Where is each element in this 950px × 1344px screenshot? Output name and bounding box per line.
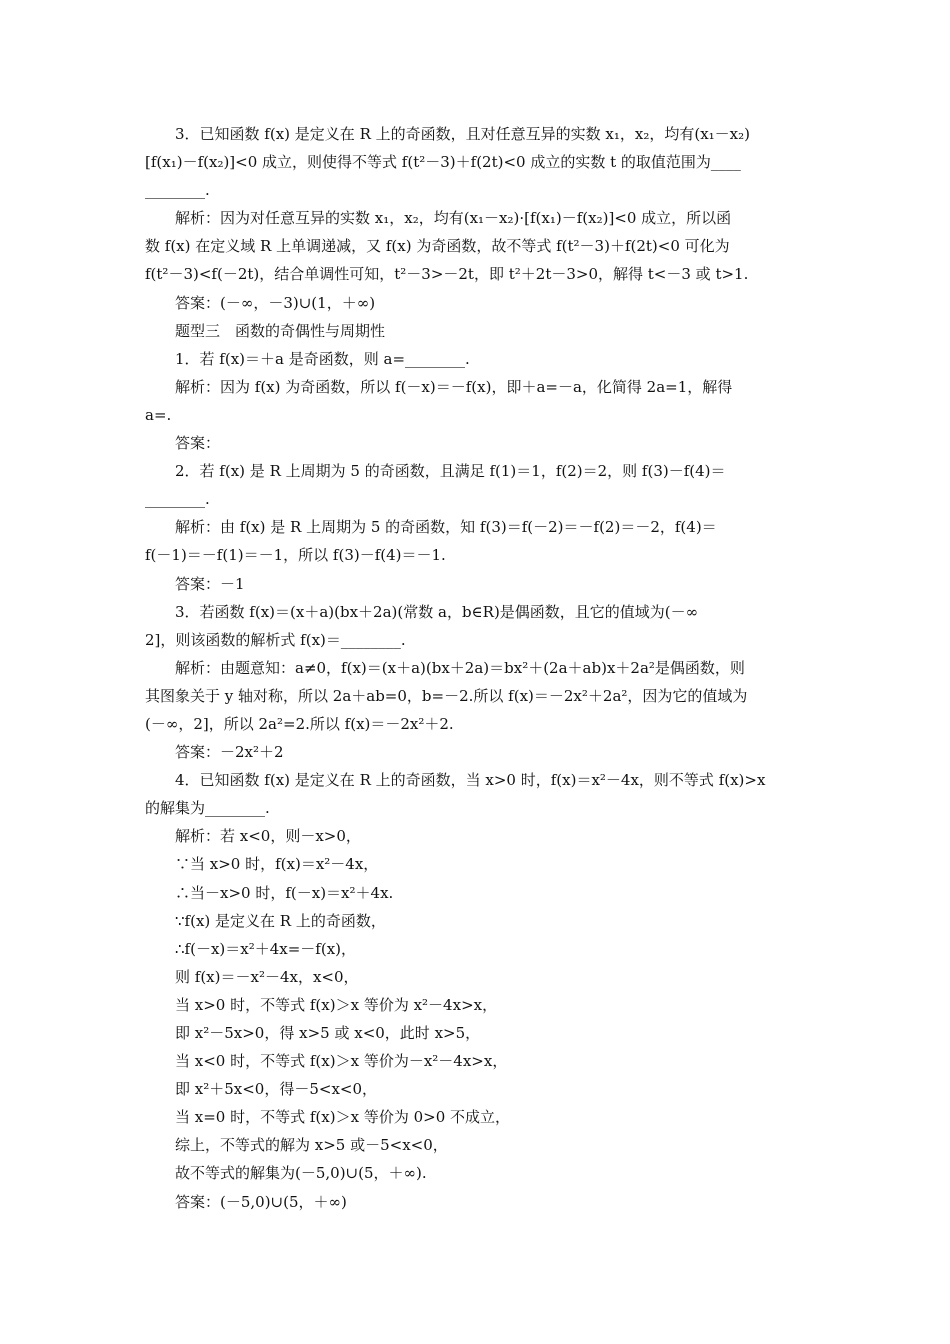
text-line: 答案： xyxy=(175,434,221,453)
document-body xyxy=(145,120,809,1216)
text-line: 答案：(－∞，－3)∪(1，＋∞) xyxy=(175,293,376,312)
text-line: 3．已知函数 f(x) 是定义在 R 上的奇函数，且对任意互异的实数 x₁，x₂，均有(x₁－x₂) xyxy=(175,125,750,143)
text-line: 1．若 f(x)＝＋a 是奇函数，则 a=________. xyxy=(175,349,470,368)
text-line: 综上，不等式的解为 x>5 或－5<x<0， xyxy=(175,1136,448,1155)
text-line: [f(x₁)－f(x₂)]<0 成立，则使得不等式 f(t²－3)＋f(2t)<0 成立的实数 t 的取值范围为____ xyxy=(145,153,741,172)
text-line: 故不等式的解集为(－5,0)∪(5，＋∞). xyxy=(175,1164,427,1183)
text-line: ∵f(x) 是定义在 R 上的奇函数， xyxy=(175,911,386,930)
text-line: 解析：由题意知：a≠0，f(x)＝(x＋a)(bx＋2a)＝bx²＋(2a＋ab)x＋2a²是偶函数，则 xyxy=(175,658,745,677)
text-line: 解析：因为 f(x) 为奇函数，所以 f(－x)＝－f(x)，即＋a=－a，化简得 2a=1，解得 xyxy=(175,377,733,396)
text-line: 即 x²－5x>0，得 x>5 或 x<0，此时 x>5， xyxy=(175,1024,481,1042)
text-line: 2．若 f(x) 是 R 上周期为 5 的奇函数，且满足 f(1)＝1，f(2)＝2，则 f(3)－f(4)＝ xyxy=(175,462,726,481)
text-line: 题型三 函数的奇偶性与周期性 xyxy=(175,321,386,340)
text-line: ∴当－x>0 时，f(－x)＝x²＋4x. xyxy=(175,883,394,902)
text-line: 的解集为________. xyxy=(145,799,270,818)
text-line: f(t²－3)<f(－2t)，结合单调性可知，t²－3>－2t，即 t²＋2t－3>0，解得 t<－3 或 t>1. xyxy=(145,265,749,284)
text-line: ________. xyxy=(145,181,210,200)
text-line: (－∞，2]，所以 2a²=2.所以 f(x)＝－2x²＋2. xyxy=(145,714,454,733)
text-line: ________. xyxy=(145,490,210,509)
text-line: 即 x²＋5x<0，得－5<x<0， xyxy=(175,1080,378,1099)
text-line: f(－1)＝－f(1)＝－1，所以 f(3)－f(4)＝－1. xyxy=(145,546,446,565)
text-line: 3．若函数 f(x)＝(x＋a)(bx＋2a)(常数 a，b∈R)是偶函数，且它的值域为(－∞ xyxy=(175,602,699,621)
text-line: 当 x=0 时，不等式 f(x)＞x 等价为 0>0 不成立， xyxy=(175,1108,511,1127)
text-line: 数 f(x) 在定义域 R 上单调递减，又 f(x) 为奇函数，故不等式 f(t²－3)＋f(2t)<0 可化为 xyxy=(145,237,730,256)
text-line: 4．已知函数 f(x) 是定义在 R 上的奇函数，当 x>0 时，f(x)＝x²－4x，则不等式 f(x)>x xyxy=(175,771,766,790)
text-line: 答案：－2x²＋2 xyxy=(175,743,284,762)
text-line: 其图象关于 y 轴对称，所以 2a＋ab=0，b=－2.所以 f(x)＝－2x²＋2a²，因为它的值域为 xyxy=(145,686,748,705)
text-line: ∴f(－x)＝x²＋4x=－f(x)， xyxy=(175,939,357,958)
text-line: 答案：(－5,0)∪(5，＋∞) xyxy=(175,1192,347,1211)
text-line: a=. xyxy=(145,405,172,424)
text-line: 解析：由 f(x) 是 R 上周期为 5 的奇函数，知 f(3)＝f(－2)＝－f(2)＝－2，f(4)＝ xyxy=(175,518,717,537)
text-line: ∵当 x>0 时，f(x)＝x²－4x， xyxy=(175,855,379,874)
text-line: 2]，则该函数的解析式 f(x)＝________. xyxy=(145,630,406,649)
text-line: 当 x<0 时，不等式 f(x)＞x 等价为－x²－4x>x， xyxy=(175,1052,508,1071)
text-line: 解析：因为对任意互异的实数 x₁，x₂，均有(x₁－x₂)·[f(x₁)－f(x₂)]<0 成立，所以函 xyxy=(175,209,732,228)
text-line: 解析：若 x<0，则－x>0， xyxy=(175,827,361,846)
text-line: 则 f(x)＝－x²－4x，x<0， xyxy=(175,967,359,986)
text-line: 答案：－1 xyxy=(175,574,245,593)
text-line: 当 x>0 时，不等式 f(x)＞x 等价为 x²－4x>x， xyxy=(175,995,498,1014)
